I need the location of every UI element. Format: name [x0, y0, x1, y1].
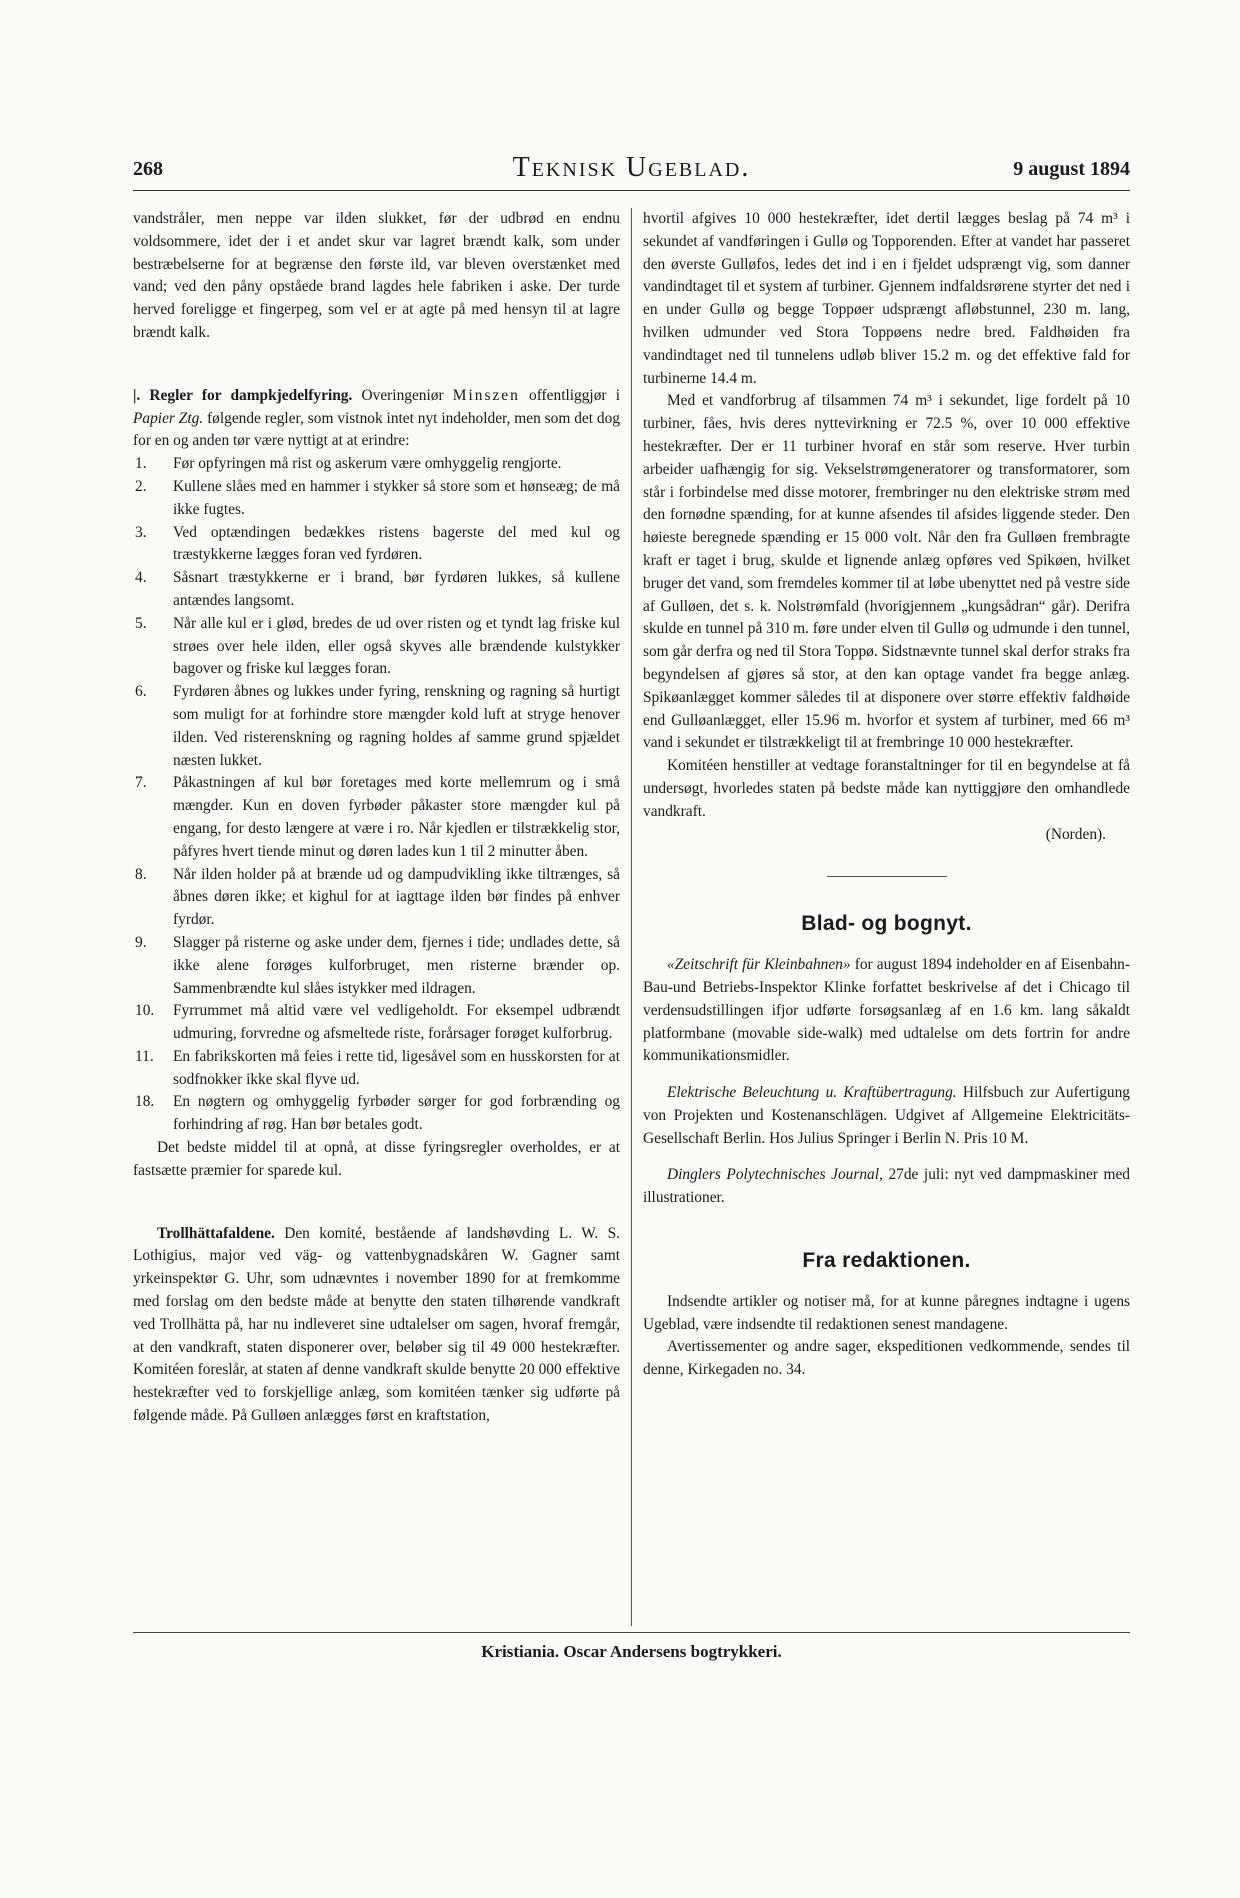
rule-item — [133, 1000, 620, 1046]
rule-number: 7. — [135, 774, 147, 792]
rule-item — [133, 681, 620, 772]
rule-number: 10. — [135, 1002, 155, 1020]
right-column — [643, 208, 1130, 1382]
rule-item — [133, 567, 620, 613]
rule-text: Fyrdøren åbnes og lukkes under fyring, renskning og ragning så hurtigt som muligt for at forhindre store mængder kold luft at stryge henover ilden. Ved risterenskning og ragning holdes af samme grund spjældet næsten lukket. — [173, 683, 620, 769]
book-note-2 — [643, 1082, 1130, 1150]
book-note-3-text: 27de juli: nyt ved dampmaskiner med illustrationer. — [643, 1166, 1130, 1207]
section-divider — [827, 876, 947, 877]
book-note-1-text: for august 1894 indeholder en af Eisenbahn-Bau-und Betriebs-Inspektor Klinke forfattet beskrivelse af det i Chicago til verdensudstillingen ifjor udførte forsøgsanlæg af en 1.6 km. lang såkaldt platformbane (movable side-walk) med udtalelse om dets fortrin for andre kommunikationsmidler. — [643, 956, 1130, 1065]
book-note-2-text: Hilfsbuch zur Aufertigung von Projekten und Kostenanschlägen. Udgivet af Allgemeine Elektricitäts-Gesellschaft Berlin. Hos Julius Springer i Berlin N. Pris 10 M. — [643, 1084, 1131, 1147]
editorial-note-2: Avertissementer og andre sager, ekspeditionen vedkommende, sendes til denne, Kirkegaden no. 34. — [643, 1338, 1130, 1379]
regler-journal: Papier Ztg. — [133, 409, 204, 427]
rule-item — [133, 613, 620, 681]
trollhatta-article — [133, 1223, 620, 1428]
book-note-1-title: «Zeitschrift für Kleinbahnen» — [667, 956, 851, 974]
regler-author: Minszen — [452, 386, 520, 404]
rule-item — [133, 1046, 620, 1092]
trollhatta-p2: Med et vandforbrug af tilsammen 74 m³ i sekundet, lige fordelt på 10 turbiner, fåes, hvis deres nyttevirkning er 72.5 %, over 10 000 effektive hestekræfter. Der er 11 turbiner hvoraf en står som reserve. Hver turbin arbeider uafhængig for sig. Vekselstrømgeneratorer og transformatorer, som står i forbindelse med disse motorer, frembringer nu den elektriske strøm med den fornødne spænding, for at kunne afsendes til afsides liggende steder. Den høieste beregnede spænding er 15 000 volt. Når den fra Gulløen frembragte kraft er taget i brug, skulde et lignende anlæg opføres ved Spikøen, hvilket bruger det vand, som fremdeles kommer til at løbe ubenyttet ned på vestre side af Gulløen, det s. k. Nolstrømfald (hvorigjennem „kungsådran“ går). Derifra skulde en tunnel på 310 m. føre under elven til Gullø og udmunde i den tunnel, som går derfra og ned til Stora Toppø. Sidstnævnte tunnel skal derfor straks fra begyndelsen af gjøres så stor, at den kan optage vandet fra begge anlæg. Spikøanlægget kommer således til at disponere over større effektiv faldhøide end Gulløanlægget, eller 15.96 m. hvorfor et system af turbiner, med 66 m³ vand i sekundet er tilstrækkeligt til at frembringe 10 000 hestekræfter. — [643, 392, 1130, 752]
rule-text: Før opfyringen må rist og askerum være omhyggelig rengjorte. — [173, 455, 562, 473]
rule-text: En nøgtern og omhyggelig fyrbøder sørger for god forbrænding og forhindring af røg. Han bør betales godt. — [173, 1093, 620, 1134]
rule-text: Når alle kul er i glød, bredes de ud over risten og et tyndt lag friske kul strøes over hele ilden, eller også skyves alle brændende kulstykker bagover og friske kul lægges foran. — [173, 614, 620, 678]
rule-text: Påkastningen af kul bør foretages med korte mellemrum og i små mængder. Kun en doven fyrbøder påkaster store mængder kul på engang, for desto længere at være i ro. Når kjedlen er tilstrækkelig stor, påfyres hvert tiende minut og døren lades kun 1 til 2 minutter åben. — [173, 774, 620, 860]
rule-text: Slagger på risterne og aske under dem, fjernes i tide; undlades dette, så ikke alene forøges kulforbruget, men risterne brænder op. Sammenbrændte kul slåes istykker med ildragen. — [173, 933, 620, 997]
regler-intro-c: følgende regler, som vistnok intet nyt indeholder, men som det dog for en og anden tør være nyttigt at at erindre: — [133, 409, 620, 450]
rule-text: Når ilden holder på at brænde ud og dampudvikling ikke tiltrænges, så åbnes døren ikke; et kighul for at iagttage ilden bør findes på enhver fyrdør. — [173, 865, 620, 929]
book-note-1 — [643, 954, 1130, 1068]
publication-title: Teknisk Ugeblad. — [512, 152, 751, 183]
rule-item — [133, 932, 620, 1000]
blad-og-bognyt-heading: Blad- og bognyt. — [801, 912, 972, 936]
rule-number: 1. — [135, 455, 147, 473]
rule-number: 9. — [135, 933, 147, 951]
page-number: 268 — [133, 158, 163, 180]
editorial-note-1: Indsendte artikler og notiser må, for at kunne påregnes indtagne i ugens Ugeblad, være indsendte til redaktionen senest mandagene. — [643, 1292, 1130, 1333]
regler-intro-b: offentliggjør i — [529, 386, 620, 404]
book-note-2-title: Elektrische Beleuchtung u. Kraftübertragung. — [667, 1084, 957, 1102]
rule-item — [133, 522, 620, 568]
trollhatta-heading: Trollhättafaldene. — [157, 1224, 275, 1242]
regler-intro-a: Overingeniør — [361, 386, 444, 404]
rule-number: 11. — [135, 1047, 154, 1065]
printer-imprint: Kristiania. Oscar Andersens bogtrykkeri. — [481, 1642, 782, 1661]
fra-redaktionen-heading: Fra redaktionen. — [802, 1249, 971, 1273]
header-rule — [133, 190, 1130, 191]
rule-number: 3. — [135, 523, 147, 541]
rule-number: 2. — [135, 477, 147, 495]
page-header — [133, 150, 1130, 190]
rule-text: Kullene slåes med en hammer i stykker så store som et hønseæg; de må ikke fugtes. — [173, 477, 620, 518]
rule-item — [133, 453, 620, 476]
rule-text: Såsnart træstykkerne er i brand, bør fyrdøren lukkes, så kullene antændes langsomt. — [173, 569, 620, 609]
rule-number: 5. — [135, 614, 147, 632]
rule-text: Fyrrummet må altid være vel vedligeholdt. For eksempel udbrændt udmuring, forvredne og afsmeltede riste, forårsager forøget kulforbrug. — [173, 1002, 620, 1043]
book-note-3-title: Dinglers Polytechnisches Journal, — [667, 1166, 883, 1184]
book-note-3 — [643, 1164, 1130, 1210]
regler-heading: |. Regler for dampkjedelfyring. — [133, 386, 353, 404]
rule-item — [133, 772, 620, 863]
rule-item — [133, 1091, 620, 1137]
trollhatta-p3: Komitéen henstiller at vedtage foranstaltninger for til en begyndelse at få undersøgt, hvorledes staten på bedste måde kan nyttiggjøre den omhandlede vandkraft. — [643, 757, 1130, 820]
trollhatta-continued: hvortil afgives 10 000 hestekræfter, idet dertil lægges beslag på 74 m³ i sekundet af vandføringen i Gullø og Topporenden. Efter at vandet har passeret den øverste Gulløfos, ledes det ind i en i fjeldet udsprængt vig, som danner vandindtaget til et system af turbiner. Gjennem indfaldsrørene styrter det ned i en under Gullø og begge Toppøer udsprængt afløbstunnel, 230 m. lang, hvilken udmunder ved Stora Toppøens nedre bred. Faldhøiden fra vandindtaget ned til tunnelens udløb bliver 15.2 m. og det effektive fald for turbinerne 14.4 m. — [643, 210, 1130, 387]
rule-item — [133, 476, 620, 522]
source-signature: (Norden). — [1045, 825, 1106, 843]
rule-item — [133, 864, 620, 932]
regler-intro — [133, 385, 620, 453]
rule-number: 6. — [135, 683, 147, 701]
rule-number: 4. — [135, 569, 147, 587]
trollhatta-text: Den komité, bestående af landshøvding L. W. S. Lothigius, major ved väg- og vattenbygnadskåren W. Gagner samt yrkeinspektør G. Uhr, som udnævntes i november 1890 for at fremkomme med forslag om den bedste måde at benytte den staten tilhørende vandkraft ved Trollhätta på, har nu indleveret sine udtalelser om sagen, hvoraf fremgår, at den vandkraft, staten disponerer over, beløber sig til 49 000 hestekræfter. Komitéen foreslår, at staten af denne vandkraft skulde benytte 20 000 effektive hestekræfter ved to forskjellige anlæg, som komitéen tænker sig udførte på følgende måde. På Gulløen anlægges først en kraftstation, — [133, 1224, 620, 1425]
rules-list — [133, 453, 620, 1137]
rule-text: En fabrikskorten må feies i rette tid, ligesåvel som en husskorsten for at sodfnokker ikke skal flyve ud. — [173, 1047, 620, 1088]
rules-closing: Det bedste middel til at opnå, at disse fyringsregler overholdes, er at fastsætte præmier for sparede kul. — [133, 1139, 620, 1179]
column-divider — [631, 208, 632, 1626]
rule-text: Ved optændingen bedækkes ristens bagerste del med kul og træstykkerne lægges foran ved fyrdøren. — [173, 523, 620, 564]
fire-article-end: vandstråler, men neppe var ilden slukket, før der udbrød en endnu voldsommere, idet der i et andet skur var lagret brændt kalk, som under bestræbelserne for at begrænse den første ild, var bleven overstænket med vand; ved den påny opståede brand lagdes hele fabriken i aske. Der turde herved foreligge et fingerpeg, som vel er at agte på med hensyn til at lagre brændt kalk. — [133, 210, 620, 341]
rule-number: 8. — [135, 865, 147, 883]
left-column — [133, 208, 620, 1428]
issue-date: 9 august 1894 — [1013, 158, 1130, 180]
rule-number: 18. — [135, 1093, 155, 1111]
footer-rule — [133, 1632, 1130, 1633]
